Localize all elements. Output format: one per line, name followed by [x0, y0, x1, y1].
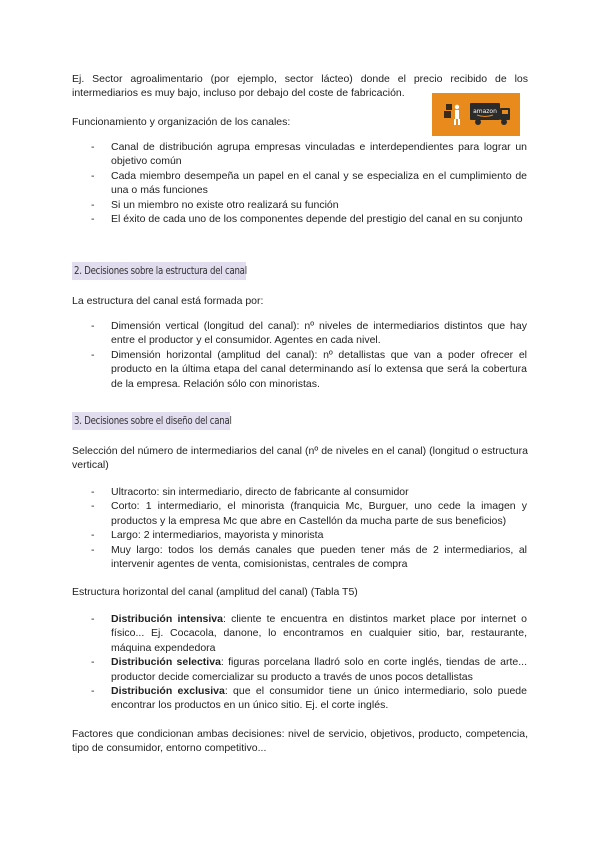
delivery-truck-icon	[432, 93, 520, 136]
section-3-list	[91, 485, 527, 571]
factores-text: Factores que condicionan ambas decisiones: nivel de servicio, objetivos, producto, competencia, tipo de consumidor, entorno competitivo...	[72, 728, 528, 755]
horizontal-intro: Estructura horizontal del canal (amplitud del canal) (Tabla T5)	[72, 586, 358, 598]
section-3-intro: Selección del número de intermediarios del canal (nº de niveles en el canal) (longitud o estructura vertical)	[72, 445, 528, 472]
list-item: - Muy largo: todos los demás canales que pueden tener más de 2 intermediarios, al intervenir agentes de venta, comisionistas, centrales de compra	[91, 543, 527, 571]
truck-logo-text: amazon	[473, 108, 497, 115]
list-item: - Corto: 1 intermediario, el minorista (franquicia Mc, Burguer, uno cede la imagen y productos y la empresa Mc que abre en Castellón da mucha parte de sus beneficios)	[91, 500, 527, 527]
list-item: - Dimensión horizontal (amplitud del canal): nº detallistas que van a poder ofrecer el producto en la última etapa del canal determinando así lo extensa que será la cobertura de la empresa. Relación sólo con minoristas.	[91, 348, 527, 390]
section-2-list	[91, 319, 527, 391]
list-item: - Largo: 2 intermediarios, mayorista y minorista	[91, 529, 324, 542]
list-item: - Si un miembro no existe otro realizará su función	[91, 198, 339, 211]
list-item: - El éxito de cada uno de los componentes depende del prestigio del canal en su conjunto	[91, 213, 523, 226]
list-item: - Distribución exclusiva: que el consumidor tiene un único intermediario, solo puede encontrar los productos en un único sitio. Ej. el corte inglés.	[91, 685, 527, 712]
list-item: - Dimensión vertical (longitud del canal): nº niveles de intermediarios distintos que hay entre el productor y el consumidor. Agentes en cada nivel.	[91, 320, 527, 347]
section-2-heading: 2. Decisiones sobre la estructura del canal	[72, 262, 246, 280]
delivery-illustration	[432, 93, 520, 136]
list-item: - Canal de distribución agrupa empresas vinculadas e interdependientes para lograr un objetivo común	[91, 141, 527, 168]
section-3-heading: 3. Decisiones sobre el diseño del canal	[72, 412, 230, 430]
list-item: - Distribución intensiva: cliente te encuentra en distintos market place por internet o físico... Ej. Cocacola, danone, lo encontramos en cualquier sitio, bar, restaurante, máquina expendedora	[91, 613, 528, 654]
horizontal-list	[91, 612, 527, 713]
funcionamiento-intro: Funcionamiento y organización de los canales:	[72, 116, 291, 128]
list-item: - Distribución selectiva: figuras porcelana lladró solo en corte inglés, tiendas de arte... productor decide comercializar su producto a través de unos pocos detallistas	[91, 656, 527, 683]
intro-example: Ej. Sector agroalimentario (por ejemplo, sector lácteo) donde el precio recibido de los intermediarios es muy bajo, incluso por debajo del coste de fabricación.	[72, 73, 528, 100]
funcionamiento-list	[91, 140, 527, 226]
list-item: - Cada miembro desempeña un papel en el canal y se especializa en el cumplimiento de una o más funciones	[91, 169, 527, 197]
list-item: - Ultracorto: sin intermediario, directo de fabricante al consumidor	[91, 486, 409, 498]
section-2-intro: La estructura del canal está formada por:	[72, 295, 264, 307]
